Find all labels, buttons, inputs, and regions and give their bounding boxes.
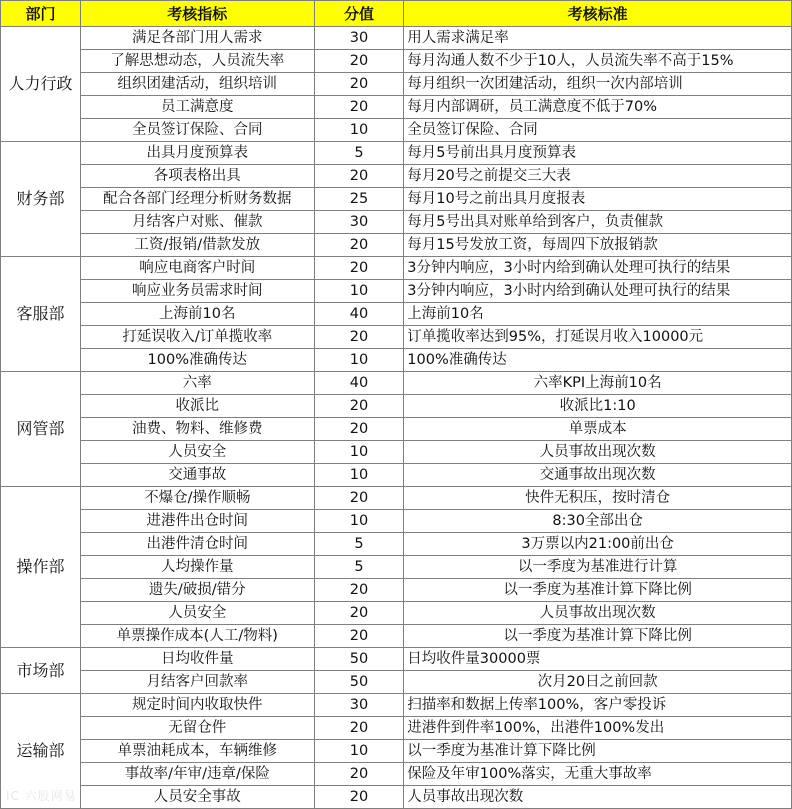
- table-row: [1, 694, 792, 717]
- standard-cell: 日均收件量30000票: [404, 648, 792, 671]
- department-cell: 操作部: [1, 487, 81, 648]
- indicator-cell: 单票油耗成本，车辆维修: [80, 740, 314, 763]
- standard-cell: 3分钟内响应，3小时内给到确认处理可执行的结果: [404, 280, 792, 303]
- score-cell: 40: [314, 303, 404, 326]
- table-row: [1, 487, 792, 510]
- score-cell: 20: [314, 395, 404, 418]
- standard-cell: 每月10号之前出具月度报表: [404, 188, 792, 211]
- table-body: [1, 27, 792, 809]
- standard-cell: 保险及年审100%落实，无重大事故率: [404, 763, 792, 786]
- score-cell: 20: [314, 786, 404, 809]
- header-department: 部门: [1, 1, 81, 27]
- standard-cell: 次月20日之前回款: [404, 671, 792, 694]
- score-cell: 20: [314, 257, 404, 280]
- standard-cell: 全员签订保险、合同: [404, 119, 792, 142]
- indicator-cell: 月结客户回款率: [80, 671, 314, 694]
- score-cell: 25: [314, 188, 404, 211]
- table-row: [1, 671, 792, 694]
- standard-cell: 收派比1:10: [404, 395, 792, 418]
- table-row: [1, 441, 792, 464]
- indicator-cell: 出港件清仓时间: [80, 533, 314, 556]
- standard-cell: 单票成本: [404, 418, 792, 441]
- standard-cell: 用人需求满足率: [404, 27, 792, 50]
- indicator-cell: 单票操作成本(人工/物料): [80, 625, 314, 648]
- standard-cell: 3万票以内21:00前出仓: [404, 533, 792, 556]
- table-row: [1, 717, 792, 740]
- standard-cell: 以一季度为基准进行计算: [404, 556, 792, 579]
- table-row: [1, 188, 792, 211]
- standard-cell: 上海前10名: [404, 303, 792, 326]
- table-row: [1, 625, 792, 648]
- header-standard: 考核标准: [404, 1, 792, 27]
- indicator-cell: 满足各部门用人需求: [80, 27, 314, 50]
- score-cell: 40: [314, 372, 404, 395]
- score-cell: 10: [314, 280, 404, 303]
- table-row: [1, 303, 792, 326]
- standard-cell: 快件无积压，按时清仓: [404, 487, 792, 510]
- table-row: [1, 763, 792, 786]
- table-row: [1, 257, 792, 280]
- score-cell: 20: [314, 234, 404, 257]
- table-row: [1, 50, 792, 73]
- score-cell: 30: [314, 694, 404, 717]
- watermark: IC 六股网易: [6, 789, 77, 803]
- indicator-cell: 打延误收入/订单揽收率: [80, 326, 314, 349]
- indicator-cell: 月结客户对账、催款: [80, 211, 314, 234]
- table-row: [1, 556, 792, 579]
- standard-cell: 以一季度为基准计算下降比例: [404, 740, 792, 763]
- score-cell: 10: [314, 464, 404, 487]
- header-row: [1, 1, 792, 27]
- indicator-cell: 响应电商客户时间: [80, 257, 314, 280]
- table-row: [1, 280, 792, 303]
- score-cell: 10: [314, 349, 404, 372]
- score-cell: 30: [314, 27, 404, 50]
- indicator-cell: 人均操作量: [80, 556, 314, 579]
- standard-cell: 100%准确传达: [404, 349, 792, 372]
- standard-cell: 进港件到件率100%，出港件100%发出: [404, 717, 792, 740]
- department-cell: 运输部: [1, 694, 81, 809]
- table-row: [1, 165, 792, 188]
- table-row: [1, 372, 792, 395]
- indicator-cell: 六率: [80, 372, 314, 395]
- table-row: [1, 418, 792, 441]
- score-cell: 10: [314, 510, 404, 533]
- indicator-cell: 各项表格出具: [80, 165, 314, 188]
- standard-cell: 每月内部调研，员工满意度不低于70%: [404, 96, 792, 119]
- standard-cell: 每月组织一次团建活动，组织一次内部培训: [404, 73, 792, 96]
- table-row: [1, 119, 792, 142]
- standard-cell: 订单揽收率达到95%，打延误月收入10000元: [404, 326, 792, 349]
- standard-cell: 以一季度为基准计算下降比例: [404, 579, 792, 602]
- indicator-cell: 响应业务员需求时间: [80, 280, 314, 303]
- indicator-cell: 人员安全事故: [80, 786, 314, 809]
- indicator-cell: 人员安全: [80, 602, 314, 625]
- standard-cell: 扫描率和数据上传率100%，客户零投诉: [404, 694, 792, 717]
- table-row: [1, 464, 792, 487]
- table-row: [1, 579, 792, 602]
- table-row: [1, 395, 792, 418]
- table-row: [1, 786, 792, 809]
- score-cell: 5: [314, 142, 404, 165]
- score-cell: 20: [314, 717, 404, 740]
- indicator-cell: 了解思想动态，人员流失率: [80, 50, 314, 73]
- indicator-cell: 100%准确传达: [80, 349, 314, 372]
- standard-cell: 8:30全部出仓: [404, 510, 792, 533]
- indicator-cell: 事故率/年审/违章/保险: [80, 763, 314, 786]
- score-cell: 20: [314, 326, 404, 349]
- table-row: [1, 27, 792, 50]
- indicator-cell: 不爆仓/操作顺畅: [80, 487, 314, 510]
- score-cell: 50: [314, 648, 404, 671]
- indicator-cell: 规定时间内收取快件: [80, 694, 314, 717]
- table-row: [1, 326, 792, 349]
- score-cell: 50: [314, 671, 404, 694]
- standard-cell: 人员事故出现次数: [404, 441, 792, 464]
- score-cell: 20: [314, 96, 404, 119]
- indicator-cell: 油费、物料、维修费: [80, 418, 314, 441]
- indicator-cell: 进港件出仓时间: [80, 510, 314, 533]
- standard-cell: 人员事故出现次数: [404, 602, 792, 625]
- standard-cell: 六率KPI上海前10名: [404, 372, 792, 395]
- table-row: [1, 648, 792, 671]
- indicator-cell: 交通事故: [80, 464, 314, 487]
- score-cell: 10: [314, 441, 404, 464]
- standard-cell: 人员事故出现次数: [404, 786, 792, 809]
- standard-cell: 每月15号发放工资，每周四下放报销款: [404, 234, 792, 257]
- score-cell: 5: [314, 556, 404, 579]
- table-row: [1, 602, 792, 625]
- indicator-cell: 员工满意度: [80, 96, 314, 119]
- standard-cell: 每月20号之前提交三大表: [404, 165, 792, 188]
- table-row: [1, 234, 792, 257]
- table-row: [1, 73, 792, 96]
- indicator-cell: 日均收件量: [80, 648, 314, 671]
- indicator-cell: 全员签订保险、合同: [80, 119, 314, 142]
- indicator-cell: 配合各部门经理分析财务数据: [80, 188, 314, 211]
- department-cell: 客服部: [1, 257, 81, 372]
- table-row: [1, 211, 792, 234]
- standard-cell: 以一季度为基准计算下降比例: [404, 625, 792, 648]
- department-cell: 网管部: [1, 372, 81, 487]
- table-row: [1, 142, 792, 165]
- table-row: [1, 349, 792, 372]
- score-cell: 10: [314, 119, 404, 142]
- score-cell: 5: [314, 533, 404, 556]
- score-cell: 20: [314, 602, 404, 625]
- department-cell: 财务部: [1, 142, 81, 257]
- indicator-cell: 遗失/破损/错分: [80, 579, 314, 602]
- indicator-cell: 人员安全: [80, 441, 314, 464]
- department-cell: 人力行政: [1, 27, 81, 142]
- indicator-cell: 出具月度预算表: [80, 142, 314, 165]
- standard-cell: 每月5号出具对账单给到客户，负责催款: [404, 211, 792, 234]
- score-cell: 20: [314, 418, 404, 441]
- standard-cell: 3分钟内响应，3小时内给到确认处理可执行的结果: [404, 257, 792, 280]
- indicator-cell: 上海前10名: [80, 303, 314, 326]
- indicator-cell: 无留仓件: [80, 717, 314, 740]
- table-row: [1, 533, 792, 556]
- score-cell: 30: [314, 211, 404, 234]
- department-cell: 市场部: [1, 648, 81, 694]
- table-row: [1, 96, 792, 119]
- standard-cell: 每月5号前出具月度预算表: [404, 142, 792, 165]
- header-indicator: 考核指标: [80, 1, 314, 27]
- table-row: [1, 740, 792, 763]
- header-score: 分值: [314, 1, 404, 27]
- standard-cell: 每月沟通人数不少于10人，人员流失率不高于15%: [404, 50, 792, 73]
- score-cell: 20: [314, 50, 404, 73]
- score-cell: 20: [314, 579, 404, 602]
- table-row: [1, 510, 792, 533]
- indicator-cell: 收派比: [80, 395, 314, 418]
- score-cell: 20: [314, 625, 404, 648]
- indicator-cell: 组织团建活动，组织培训: [80, 73, 314, 96]
- score-cell: 10: [314, 740, 404, 763]
- score-cell: 20: [314, 165, 404, 188]
- standard-cell: 交通事故出现次数: [404, 464, 792, 487]
- score-cell: 20: [314, 763, 404, 786]
- score-cell: 20: [314, 73, 404, 96]
- indicator-cell: 工资/报销/借款发放: [80, 234, 314, 257]
- score-cell: 20: [314, 487, 404, 510]
